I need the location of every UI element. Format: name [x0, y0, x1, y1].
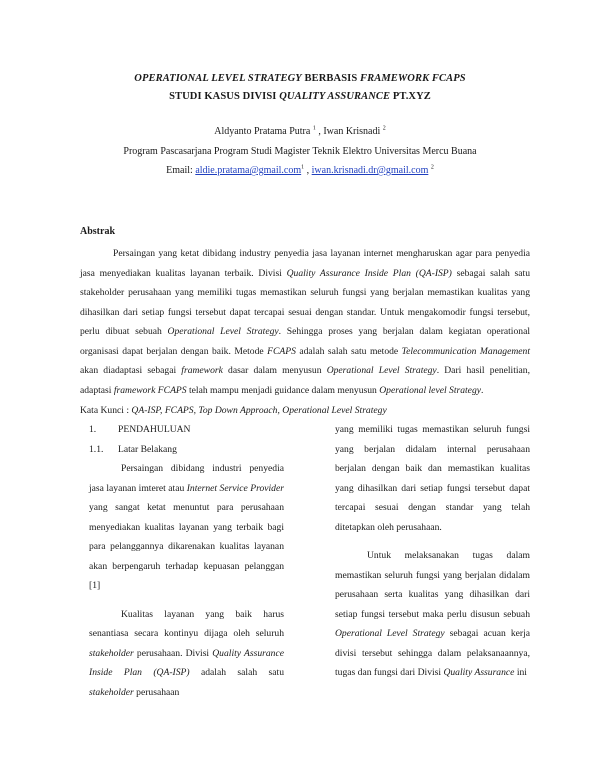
right-paragraph-2: Untuk melaksanakan tugas dalam memastikan seluruh fungsi yang berjalan didalam perusahaan serta kualitas yang dihasilkan dari setiap fungsi tersebut maka perlu disusun sebuah Operational Level Strategy sebagai acuan kerja divisi tersebut sehingga dalam pelaksanaannya, tugas dan fungsi dari Divisi Quality Assurance ini	[335, 550, 530, 678]
email-link-2[interactable]: iwan.krisnadi.dr@gmail.com	[311, 165, 429, 176]
author-2: Iwan Krisnadi	[323, 126, 381, 137]
section-heading: 1. PENDAHULUAN	[89, 424, 191, 435]
email-line: Email: aldie.pratama@gmail.com$^1$ , iwan.krisnadi.dr@gmail.com $^2$	[166, 164, 434, 176]
affiliation: Program Pascasarjana Program Studi Magister Teknik Elektro Universitas Mercu Buana	[123, 146, 477, 157]
right-paragraph-1: yang memiliki tugas memastikan seluruh fungsi yang berjalan didalam internal perusahaan berjalan dengan baik dan memastikan kualitas yang dihasilkan dari setiap fungsi tersebut dapat tercapai sesuai dengan standar yang telah ditetapkan oleh perusahaan.	[335, 424, 530, 533]
subsection-heading: 1.1. Latar Belakang	[89, 443, 177, 455]
paper-title-line-2: STUDI KASUS DIVISI QUALITY ASSURANCE PT.XYZ	[169, 91, 431, 102]
authors-line: Aldyanto Pratama Putra $^1$ , Iwan Krisnadi $^2$	[214, 125, 386, 137]
paper-title-line-1: OPERATIONAL LEVEL STRATEGY BERBASIS FRAMEWORK FCAPS	[134, 73, 466, 84]
keywords-label: Kata Kunci :	[80, 405, 132, 416]
left-paragraph-1: Persaingan dibidang industri penyedia jasa layanan imteret atau Internet Service Provider yang sangat ketat menuntut para perusahaan menyediakan kualitas layanan yang terbaik bagi para pelanggannya dikarenakan kualitas layanan akan berpengaruh terhadap kepuasan pelanggan [1]	[89, 463, 284, 591]
email-link-1[interactable]: aldie.pratama@gmail.com	[195, 165, 302, 176]
author-1: Aldyanto Pratama Putra	[214, 126, 311, 137]
keywords	[80, 404, 530, 418]
right-column	[335, 420, 530, 683]
left-column	[89, 420, 284, 702]
abstract-paragraph: Persaingan yang ketat dibidang industry penyedia jasa layanan internet mengharuskan agar para penyedia jasa menyediakan kualitas layanan terbaik. Divisi Quality Assurance Inside Plan (QA-ISP) sebagai salah satu stakeholder perusahaan yang memiliki tugas memastikan seluruh fungsi yang berjalan memastikan kualitas yang dihasilkan dari setiap fungsi tersebut dapat tercapai sesuai dengan standar. Untuk mengakomodir fungsi tersebut, perlu dibuat sebuah Operational Level Strategy. Sehingga proses yang berjalan dalam kegiatan operational organisasi dapat berjalan dengan baik. Metode FCAPS adalah salah satu metode Telecommunication Management akan diadaptasi sebagai framework dasar dalam menyusun Operational Level Strategy. Dari hasil penelitian, adaptasi framework FCAPS telah mampu menjadi guidance dalam menyusun Operational level Strategy.	[80, 248, 530, 396]
keywords-value: QA-ISP, FCAPS, Top Down Approach, Operational Level Strategy	[131, 405, 387, 416]
abstract-heading: Abstrak	[80, 226, 116, 237]
abstract-body	[80, 244, 530, 400]
left-paragraph-2: Kualitas layanan yang baik harus senantiasa secara kontinyu dijaga oleh seluruh stakeholder perusahaan. Divisi Quality Assurance Inside Plan (QA-ISP) adalah salah satu stakeholder perusahaan	[89, 608, 284, 698]
